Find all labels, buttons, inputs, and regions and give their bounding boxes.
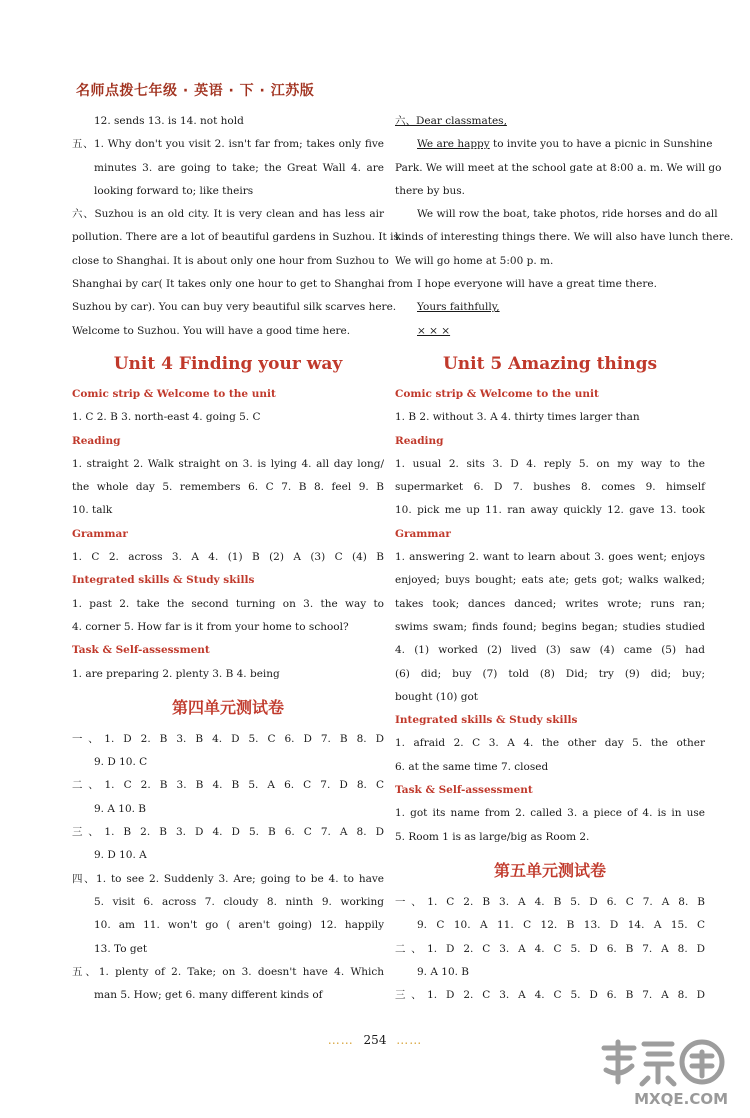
answer-line: We will go home at 5:00 p. m. — [395, 254, 554, 267]
answer-line: 1. B 2. without 3. A 4. thirty times larger than — [395, 411, 640, 424]
answer-line: 10. talk — [72, 504, 113, 517]
answer-line: Yours faithfully, — [417, 301, 500, 314]
right-column — [395, 110, 734, 1007]
answer-line: 13. To get — [94, 942, 148, 955]
answer-line: × × × — [417, 324, 451, 337]
test-title: 第四单元测试卷 — [171, 697, 284, 717]
section-heading: Task & Self-assessment — [72, 644, 210, 657]
answer-line: (6) did; buy (7) told (8) Did; try (9) did; buy; — [395, 667, 705, 680]
answer-line: 二、1. C 2. B 3. B 4. B 5. A 6. C 7. D 8. C — [72, 779, 384, 792]
answer-line: 1. C 2. B 3. north-east 4. going 5. C — [72, 411, 261, 424]
section-heading: Integrated skills & Study skills — [72, 574, 255, 587]
answer-line: 4. (1) worked (2) lived (3) saw (4) came (5) had — [395, 644, 705, 657]
answer-line: the whole day 5. remembers 6. C 7. B 8. feel 9. B — [72, 481, 384, 494]
answer-line: We will row the boat, take photos, ride horses and do all — [417, 208, 718, 221]
answer-line: 9. D 10. A — [94, 849, 147, 862]
answer-line: there by bus. — [395, 184, 465, 197]
section-heading: Grammar — [395, 527, 451, 540]
answer-line: 二、1. D 2. C 3. A 4. C 5. D 6. B 7. A 8. D — [395, 942, 705, 955]
footer-dots-left: …… — [327, 1033, 354, 1047]
answer-line: 一、1. C 2. B 3. A 4. B 5. D 6. C 7. A 8. B — [395, 895, 705, 908]
answer-line: 5. visit 6. across 7. cloudy 8. ninth 9. working — [94, 895, 384, 908]
answer-line: 6. at the same time 7. closed — [395, 760, 549, 773]
book-header: 名师点拨七年级 · 英语 · 下 · 江苏版 — [76, 83, 315, 99]
answer-line: 1. C 2. across 3. A 4. (1) B (2) A (3) C (4) B — [72, 551, 384, 564]
answer-line: kinds of interesting things there. We will also have lunch there. — [395, 231, 734, 244]
answer-line: close to Shanghai. It is about only one hour from Suzhou to — [72, 254, 389, 267]
left-column — [72, 110, 413, 1007]
answer-line: 5. Room 1 is as large/big as Room 2. — [395, 830, 590, 843]
watermark-text: MXQE.COM — [634, 1090, 728, 1108]
answer-line: Suzhou by car). You can buy very beautiful silk scarves here. — [72, 301, 397, 314]
answer-line: 1. are preparing 2. plenty 3. B 4. being — [72, 667, 280, 680]
footer-dots-right: …… — [396, 1033, 423, 1047]
answer-line: 1. usual 2. sits 3. D 4. reply 5. on my way to the — [395, 457, 705, 470]
section-heading: Reading — [395, 434, 444, 447]
answer-line: man 5. How; get 6. many different kinds of — [94, 989, 323, 1002]
answer-line: 9. A 10. B — [94, 802, 147, 815]
answer-line: minutes 3. are going to take; the Great Wall 4. are — [94, 161, 384, 174]
answer-line: We are happy to invite you to have a picnic in Sunshine — [417, 138, 713, 151]
answer-line: Welcome to Suzhou. You will have a good time here. — [72, 324, 351, 337]
section-heading: Comic strip & Welcome to the unit — [395, 387, 599, 400]
answer-line: 六、Suzhou is an old city. It is very clean and has less air — [72, 208, 384, 221]
answer-line: pollution. There are a lot of beautiful gardens in Suzhou. It is — [72, 231, 399, 244]
answer-line: 4. corner 5. How far is it from your home to school? — [72, 620, 349, 633]
answer-line: looking forward to; like theirs — [94, 184, 254, 197]
answer-line: I hope everyone will have a great time there. — [417, 278, 657, 291]
section-heading: Reading — [72, 434, 121, 447]
section-heading: Grammar — [72, 527, 128, 540]
answer-line: 三、1. D 2. C 3. A 4. C 5. D 6. B 7. A 8. D — [395, 989, 705, 1002]
answer-line: 四、1. to see 2. Suddenly 3. Are; going to be 4. to have — [72, 872, 384, 885]
answer-line: 六、Dear classmates, — [395, 115, 507, 127]
answer-line: takes took; dances danced; writes wrote; runs ran; — [395, 597, 705, 610]
answer-line: 1. past 2. take the second turning on 3. the way to — [72, 597, 384, 610]
answer-line: 1. got its name from 2. called 3. a piece of 4. is in use — [395, 807, 705, 820]
test-title: 第五单元测试卷 — [493, 860, 606, 880]
answer-line: 9. C 10. A 11. C 12. B 13. D 14. A 15. C — [417, 919, 705, 932]
answer-line: 9. D 10. C — [94, 756, 148, 769]
answer-line: enjoyed; buys bought; eats ate; gets got; walks walked; — [395, 574, 705, 587]
section-heading: Task & Self-assessment — [395, 784, 533, 797]
answer-line: Park. We will meet at the school gate at 8:00 a. m. We will go — [395, 161, 722, 174]
answer-line: 9. A 10. B — [417, 965, 470, 978]
answer-line: 1. afraid 2. C 3. A 4. the other day 5. the other — [395, 737, 705, 750]
answer-line: 10. am 11. won't go ( aren't going) 12. happily — [94, 919, 384, 932]
answer-line: 五、1. Why don't you visit 2. isn't far from; takes only five — [72, 138, 384, 151]
answer-line: 1. straight 2. Walk straight on 3. is lying 4. all day long/ — [72, 457, 384, 470]
unit-title: Unit 5 Amazing things — [442, 353, 658, 374]
answer-line: 一、1. D 2. B 3. B 4. D 5. C 6. D 7. B 8. D — [72, 732, 384, 745]
section-heading: Integrated skills & Study skills — [395, 714, 578, 727]
answer-line: swims swam; finds found; begins began; studies studied — [395, 620, 705, 633]
page-number: 254 — [363, 1033, 387, 1047]
answer-line: 10. pick me up 11. ran away quickly 12. gave 13. took — [395, 504, 705, 517]
answer-line: bought (10) got — [395, 690, 479, 703]
answer-line: supermarket 6. D 7. bushes 8. comes 9. himself — [395, 481, 705, 494]
answer-line: 三、1. B 2. B 3. D 4. D 5. B 6. C 7. A 8. D — [72, 826, 384, 839]
answer-line: 五、1. plenty of 2. Take; on 3. doesn't have 4. Which — [72, 965, 384, 978]
section-heading: Comic strip & Welcome to the unit — [72, 387, 276, 400]
answer-line: 12. sends 13. is 14. not hold — [94, 115, 244, 127]
watermark-logo-icon — [598, 1034, 726, 1088]
answer-line: 1. answering 2. want to learn about 3. goes went; enjoys — [395, 551, 705, 564]
unit-title: Unit 4 Finding your way — [113, 353, 343, 374]
answer-line: Shanghai by car( It takes only one hour to get to Shanghai from — [72, 278, 413, 291]
